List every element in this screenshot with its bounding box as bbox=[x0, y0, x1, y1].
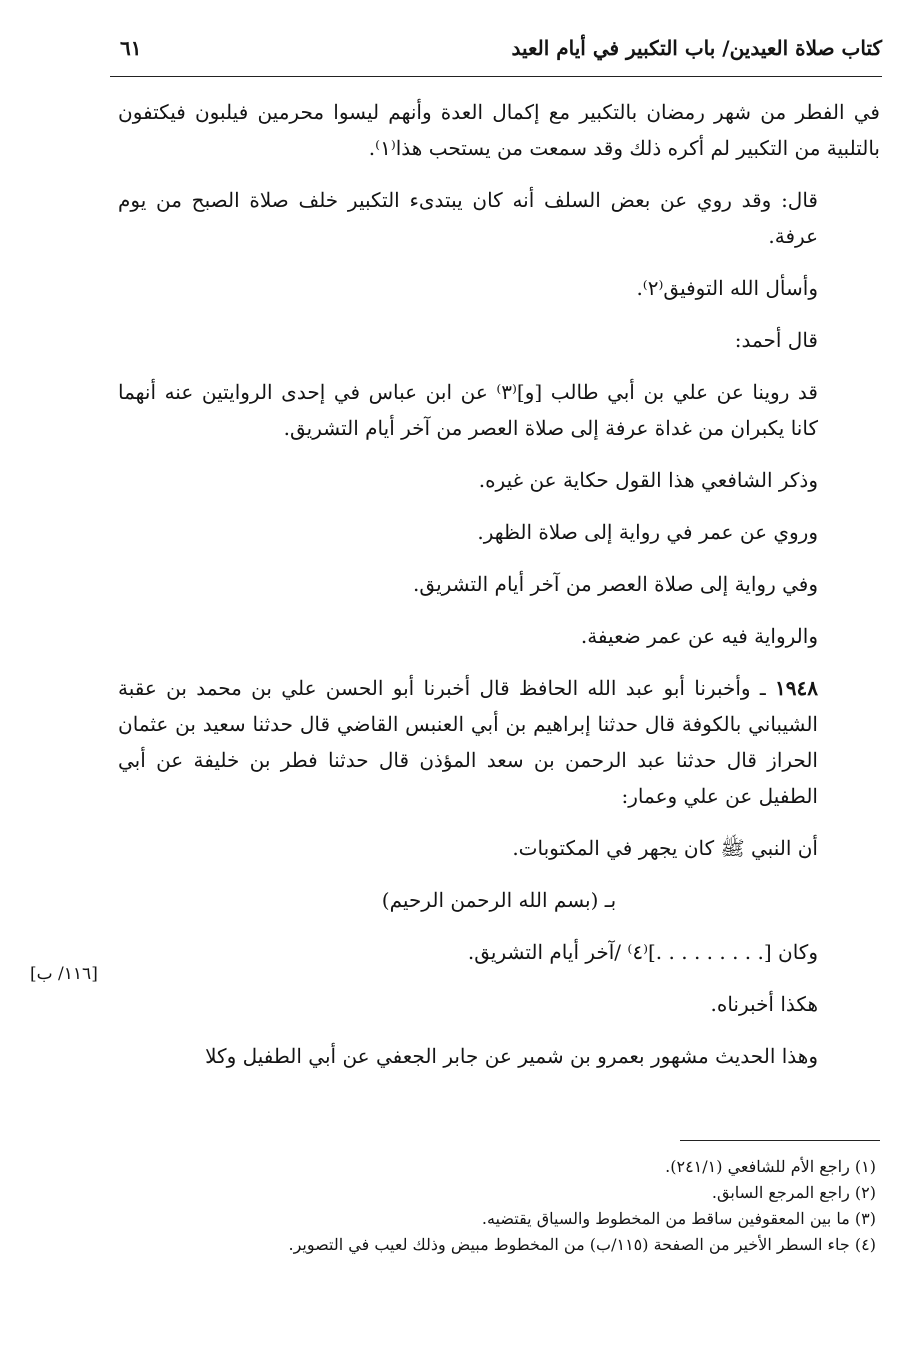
paragraph: وهذا الحديث مشهور بعمرو بن شمير عن جابر الجعفي عن أبي الطفيل وكلا bbox=[205, 1044, 818, 1068]
footnote: (٣) ما بين المعقوفين ساقط من المخطوط والسياق يقتضيه. bbox=[481, 1209, 876, 1228]
paragraph: وفي رواية إلى صلاة العصر من آخر أيام التشريق. bbox=[413, 572, 818, 596]
footnote: (٢) راجع المرجع السابق. bbox=[711, 1183, 876, 1202]
hadith-number: ١٩٤٨ bbox=[775, 676, 818, 700]
hadith-text: ـ وأخبرنا أبو عبد الله الحافظ قال أخبرنا أبو الحسن علي بن محمد بن عقبة الشيباني بالكوفة قال حدثنا إبراهيم بن أبي العنبس القاضي قال حدثنا سعيد بن عثمان الحراز قال حدثنا عبد الرحمن بن سعد المؤذن قال حدثنا فطر بن خليفة عن أبي الطفيل عن علي وعمار: bbox=[118, 676, 818, 808]
paragraph: قد روينا عن علي بن أبي طالب [و]⁽٣⁾ عن ابن عباس في إحدى الروايتين عنه أنهما كانا يكبران من غداة عرفة إلى صلاة العصر من آخر أيام التشريق. bbox=[118, 380, 818, 440]
paragraph: وروي عن عمر في رواية إلى صلاة الظهر. bbox=[477, 520, 818, 544]
running-title: كتاب صلاة العيدين/ باب التكبير في أيام العيد bbox=[511, 36, 882, 60]
page-header bbox=[110, 30, 882, 76]
manuscript-folio-marker: [١١٦/ ب] bbox=[30, 964, 98, 984]
paragraph: قال أحمد: bbox=[734, 328, 818, 352]
paragraph: وأسأل الله التوفيق⁽٢⁾. bbox=[636, 276, 818, 300]
paragraph: وذكر الشافعي هذا القول حكاية عن غيره. bbox=[478, 468, 818, 492]
paragraph: قال: وقد روي عن بعض السلف أنه كان يبتدىء التكبير خلف صلاة الصبح من يوم عرفة. bbox=[118, 188, 818, 248]
hadith-paragraph bbox=[118, 670, 880, 814]
paragraph: وكان [. . . . . . . . .]⁽٤⁾ /آخر أيام التشريق. bbox=[467, 940, 818, 964]
header-divider bbox=[110, 76, 882, 77]
page-number: ٦١ bbox=[120, 36, 142, 60]
paragraph: في الفطر من شهر رمضان بالتكبير مع إكمال العدة وأنهم ليسوا محرمين فيلبون فيكتفون بالتلبية من التكبير لم أكره ذلك وقد سمعت من يستحب هذا⁽١⁾. bbox=[118, 100, 880, 160]
footnotes bbox=[116, 1154, 876, 1258]
footnote-divider bbox=[680, 1140, 880, 1141]
paragraph: هكذا أخبرناه. bbox=[710, 992, 818, 1016]
section-heading: بـ (بسم الله الرحمن الرحيم) bbox=[381, 888, 617, 912]
footnote: (١) راجع الأم للشافعي (٢٤١/١). bbox=[665, 1157, 876, 1176]
paragraph: أن النبي ﷺ كان يجهر في المكتوبات. bbox=[512, 836, 818, 860]
footnote: (٤) جاء السطر الأخير من الصفحة (١١٥/ب) من المخطوط مبيض وذلك لعيب في التصوير. bbox=[288, 1235, 876, 1254]
main-text bbox=[118, 94, 880, 1090]
paragraph: والرواية فيه عن عمر ضعيفة. bbox=[580, 624, 818, 648]
